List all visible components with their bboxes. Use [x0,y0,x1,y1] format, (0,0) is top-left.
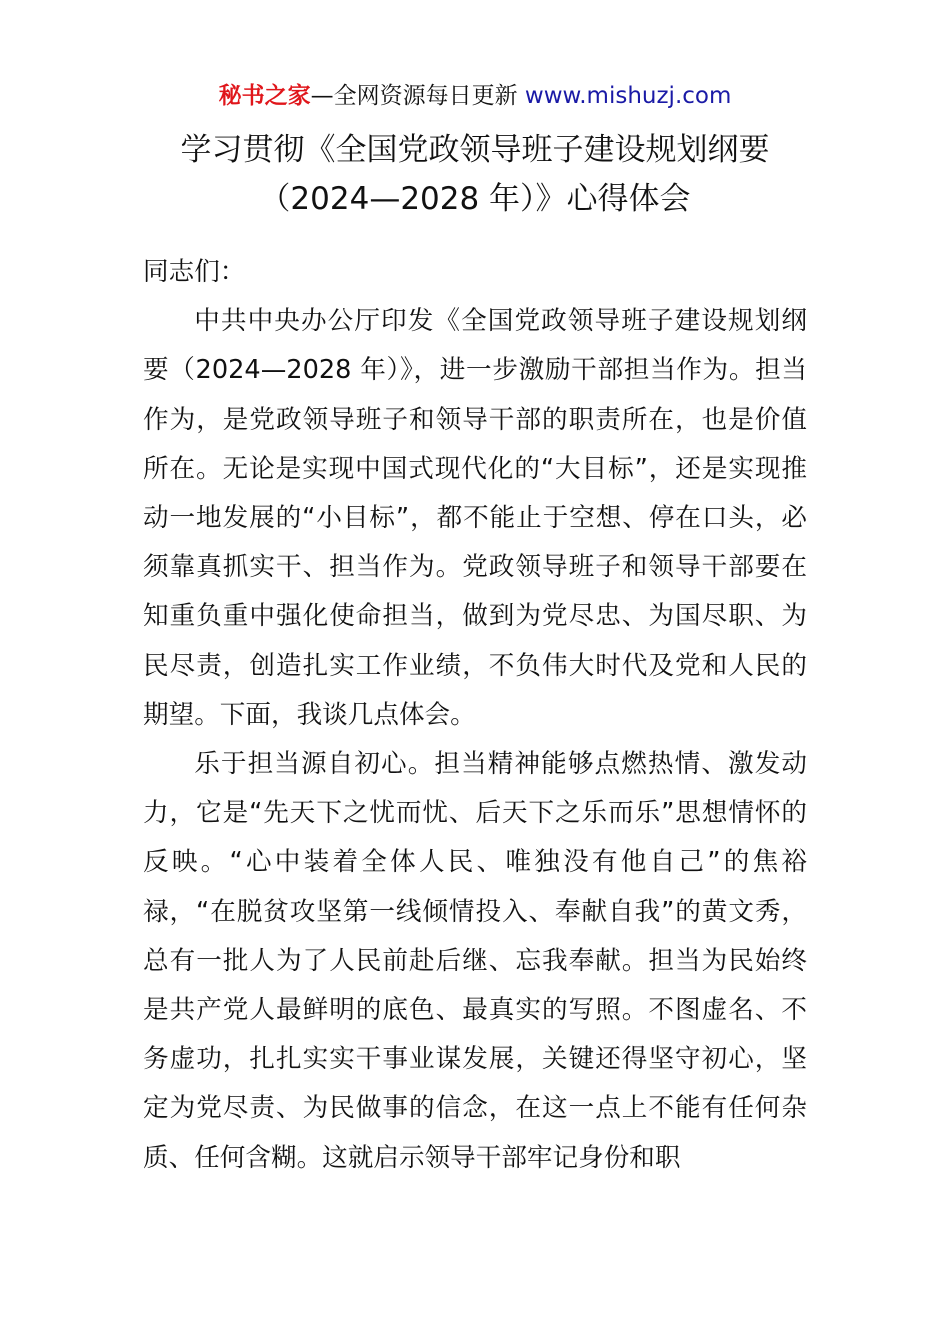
site-header [0,78,950,114]
paragraph-1: 中共中央办公厅印发《全国党政领导班子建设规划纲要（2024—2028 年）》，进一步激励干部担当作为。担当作为，是党政领导班子和领导干部的职责所在，也是价值所在。无论是实现中国式现代化的“大目标”，还是实现推动一地发展的“小目标”，都不能止于空想、停在口头，必须靠真抓实干、担当作为。党政领导班子和领导干部要在知重负重中强化使命担当，做到为党尽忠、为国尽职、为民尽责，创造扎实工作业绩，不负伟大时代及党和人民的期望。下面，我谈几点体会。 [143,306,807,730]
document-body [143,248,807,1183]
brand-name: 秘书之家 [218,83,311,109]
header-tagline: —全网资源每日更新 [310,83,525,109]
site-url: www.mishuzj.com [524,83,732,109]
salutation: 同志们： [143,257,246,287]
paragraph-2: 乐于担当源自初心。担当精神能够点燃热情、激发动力，它是“先天下之忧而忧、后天下之乐而乐”思想情怀的反映。“心中装着全体人民、唯独没有他自己”的焦裕禄，“在脱贫攻坚第一线倾情投入、奉献自我”的黄文秀，总有一批人为了人民前赴后继、忘我奉献。担当为民始终是共产党人最鲜明的底色、最真实的写照。不图虚名、不务虚功，扎扎实实干事业谋发展，关键还得坚守初心，坚定为党尽责、为民做事的信念，在这一点上不能有任何杂质、任何含糊。这就启示领导干部牢记身份和职 [143,749,807,1173]
document-title [0,126,950,224]
title-line-1: 学习贯彻《全国党政领导班子建设规划纲要 [180,132,770,168]
title-line-2: （2024—2028 年）》心得体会 [259,181,691,217]
